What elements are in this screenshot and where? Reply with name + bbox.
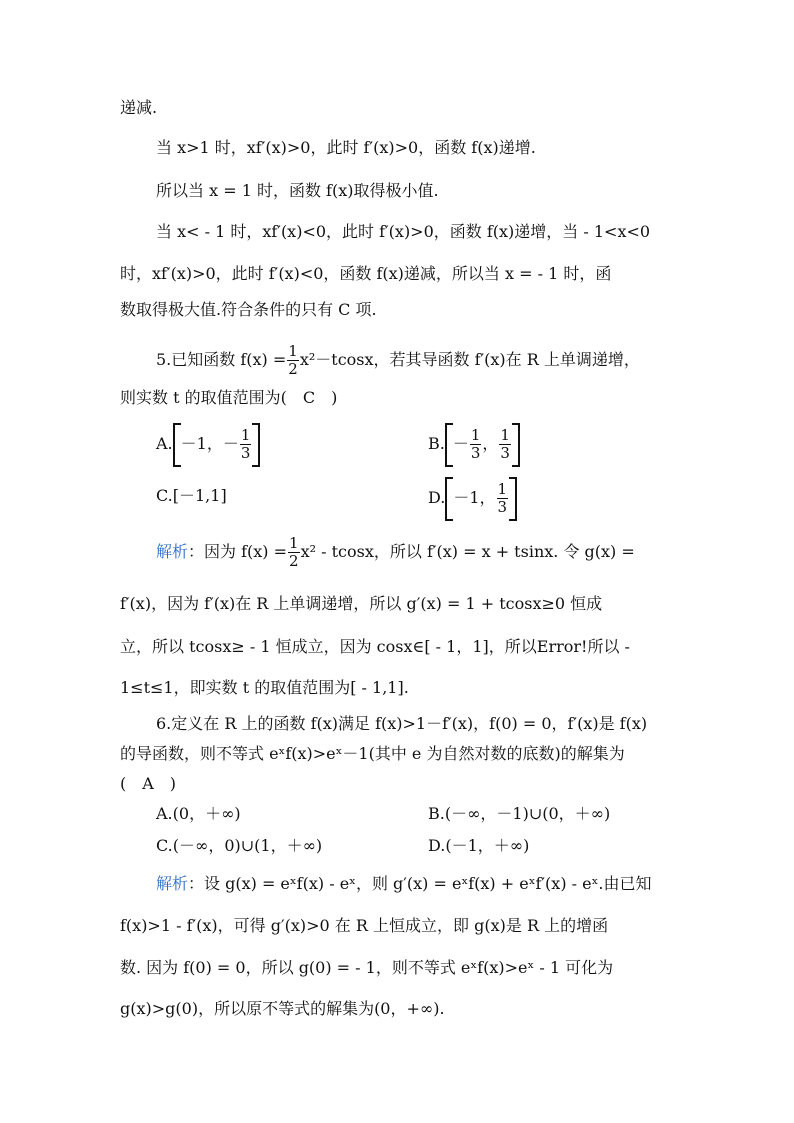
q5-option-b: B. － $\frac{1}{3}$ ， $\frac{1}{3}$ — [428, 422, 520, 467]
text-line: 所以当 x = 1 时，函数 f(x)取得极小值. — [156, 181, 439, 200]
text-line: 当 x>1 时，xf′(x)>0，此时 f′(x)>0，函数 f(x)递增. — [156, 138, 536, 157]
text-line: 时，xf′(x)>0，此时 f′(x)<0，函数 f(x)递减，所以当 x = - 1 时，函 — [120, 264, 612, 283]
text-line: 当 x< - 1 时，xf′(x)<0，此时 f′(x)>0，函数 f(x)递增，当 - 1<x<0 — [156, 222, 651, 241]
q6-solution-line: 解析：设 g(x) = eˣf(x) - eˣ，则 g′(x) = eˣf(x) + eˣf′(x) - eˣ.由已知 — [156, 874, 652, 893]
q5-solution-line: f′(x)，因为 f′(x)在 R 上单调递增，所以 g′(x) = 1 + tcosx≥0 恒成 — [120, 594, 603, 613]
q5-solution-line: 解析：因为 f(x) = $\frac{1}{2}$ x² - tcosx，所以 f′(x) = x + tsinx. 令 g(x) = — [156, 534, 635, 570]
text-line: 数取得极大值.符合条件的只有 C 项. — [120, 300, 377, 319]
q5-stem: 5.已知函数 f(x) = $\frac{1}{2}$ x²－tcosx，若其导函数 f′(x)在 R 上单调递增， — [156, 342, 640, 378]
q5-stem-end: 则实数 t 的取值范围为( C ) — [120, 388, 338, 407]
q6-option-d: D.(－1，＋∞) — [428, 836, 530, 855]
q5-option-a: A. －1，－ $\frac{1}{3}$ — [156, 422, 260, 467]
q6-solution-line: 数. 因为 f(0) = 0，所以 g(0) = - 1，则不等式 eˣf(x)>eˣ - 1 可化为 — [120, 958, 614, 977]
right-bracket-icon — [252, 423, 260, 467]
q6-stem-end: ( A ) — [120, 774, 177, 793]
q5-option-d: D. －1， $\frac{1}{3}$ — [428, 476, 517, 521]
q6-stem: 的导函数，则不等式 eˣf(x)>eˣ－1(其中 e 为自然对数的底数)的解集为 — [120, 744, 625, 763]
q6-option-c: C.(－∞，0)∪(1，＋∞) — [156, 836, 323, 855]
q6-stem: 6.定义在 R 上的函数 f(x)满足 f(x)>1－f′(x)，f(0) = 0，f′(x)是 f(x) — [156, 714, 648, 733]
q6-option-a: A.(0，＋∞) — [156, 804, 241, 823]
solution-label: 解析 — [156, 542, 189, 561]
q6-solution-line: f(x)>1 - f′(x)，可得 g′(x)>0 在 R 上恒成立，即 g(x)是 R 上的增函 — [120, 916, 609, 935]
fraction: $\frac{1}{2}$ — [288, 342, 298, 378]
q6-solution-line: g(x)>g(0)，所以原不等式的解集为(0，+∞). — [120, 999, 445, 1018]
left-bracket-icon — [445, 423, 453, 467]
left-bracket-icon — [173, 423, 181, 467]
text-line: 递减. — [120, 98, 158, 117]
q5-option-c: C.[－1,1] — [156, 486, 227, 505]
q5-solution-line: 立，所以 tcosx≥ - 1 恒成立，因为 cosx∈[ - 1，1]，所以Error!所以 - — [120, 637, 630, 656]
q5-solution-line: 1≤t≤1，即实数 t 的取值范围为[ - 1,1]. — [120, 678, 409, 697]
right-bracket-icon — [512, 423, 520, 467]
q6-option-b: B.(－∞，－1)∪(0，＋∞) — [428, 804, 611, 823]
right-bracket-icon — [509, 477, 517, 521]
solution-label: 解析 — [156, 874, 189, 893]
